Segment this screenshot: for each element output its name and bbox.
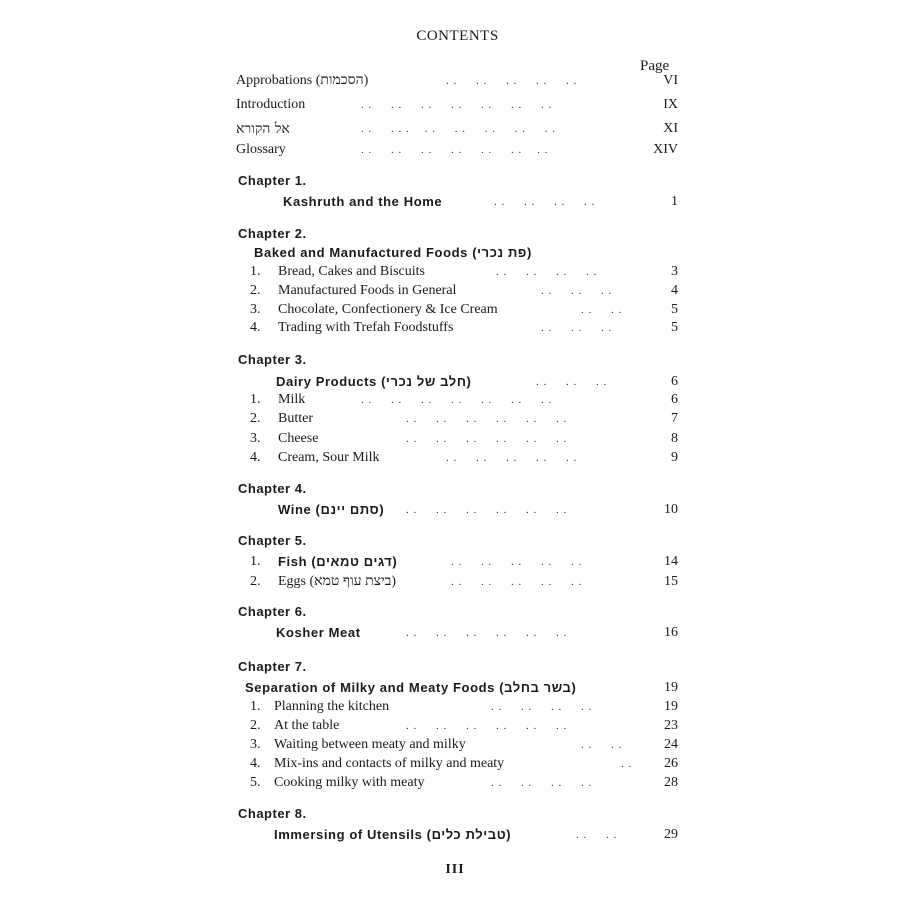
list-item xyxy=(236,716,678,736)
item-number: 1. xyxy=(250,392,261,407)
toc-row-approbations xyxy=(236,71,678,91)
chapter-title: Wine (סתם יינם) xyxy=(278,502,385,517)
leader-dots: . . . . . . . . . . . . xyxy=(406,413,568,425)
item-number: 1. xyxy=(250,264,261,279)
item-label: Cheese xyxy=(278,431,319,446)
toc-page: 29 xyxy=(664,827,678,842)
list-item xyxy=(236,300,678,320)
leader-dots: . . . . . . . . . . xyxy=(446,75,578,87)
item-label: At the table xyxy=(274,718,340,733)
item-label: Chocolate, Confectionery & Ice Cream xyxy=(278,302,498,317)
list-item xyxy=(236,429,678,449)
item-label: Butter xyxy=(278,411,313,426)
toc-page: 9 xyxy=(671,450,678,465)
leader-dots: . . . . xyxy=(576,829,618,841)
chapter-heading: Chapter 5. xyxy=(238,533,307,548)
toc-page: 26 xyxy=(664,756,678,771)
leader-dots: . . . . . . . . xyxy=(491,701,593,713)
toc-page: 23 xyxy=(664,718,678,733)
chapter-title: Separation of Milky and Meaty Foods (בשר בחלב) xyxy=(245,680,577,695)
toc-row-el-hakore xyxy=(236,119,678,139)
toc-page: XIV xyxy=(653,142,678,157)
toc-page: XI xyxy=(663,121,678,136)
toc-page: 16 xyxy=(664,625,678,640)
item-number: 2. xyxy=(250,411,261,426)
chapter-heading: Chapter 1. xyxy=(238,173,307,188)
leader-dots: . . . . xyxy=(581,304,623,316)
leader-dots: . . . . . . xyxy=(536,376,608,388)
item-number: 4. xyxy=(250,756,261,771)
chapter-heading: Chapter 4. xyxy=(238,481,307,496)
item-label: Bread, Cakes and Biscuits xyxy=(278,264,425,279)
page-title: CONTENTS xyxy=(416,28,499,44)
list-item xyxy=(236,262,678,282)
list-item xyxy=(236,552,678,572)
toc-label: Introduction xyxy=(236,97,306,112)
item-number: 3. xyxy=(250,302,261,317)
leader-dots: . . . . . . . . . . . . . . xyxy=(361,394,553,406)
item-number: 1. xyxy=(250,554,261,569)
chapter-title-row xyxy=(236,372,678,392)
chapter-heading: Chapter 7. xyxy=(238,659,307,674)
toc-row-glossary xyxy=(236,140,678,160)
leader-dots: . . . . . . . . xyxy=(496,266,598,278)
item-number: 3. xyxy=(250,737,261,752)
leader-dots: . . . . . . . . . . xyxy=(451,556,583,568)
item-label: Planning the kitchen xyxy=(274,699,390,714)
chapter-title-row xyxy=(236,623,678,643)
leader-dots: . . . . . . . . xyxy=(491,777,593,789)
chapter-title: Baked and Manufactured Foods (פת נכרי) xyxy=(254,245,532,260)
toc-page: 4 xyxy=(671,283,678,298)
item-label: Eggs (ביצת עוף טמא) xyxy=(278,574,397,589)
chapter-title-row xyxy=(236,678,678,698)
list-item xyxy=(236,735,678,755)
list-item xyxy=(236,409,678,429)
toc-page: 6 xyxy=(671,392,678,407)
chapter-title: Immersing of Utensils (טבילת כלים) xyxy=(274,827,512,842)
toc-page: 14 xyxy=(664,554,678,569)
toc-page: 7 xyxy=(671,411,678,426)
toc-page: 28 xyxy=(664,775,678,790)
leader-dots: . . . . . . . . . . . . . . xyxy=(361,99,553,111)
item-label: Fish (דגים טמאים) xyxy=(278,554,398,569)
chapter-title-row xyxy=(236,500,678,520)
list-item xyxy=(236,448,678,468)
item-number: 5. xyxy=(250,775,261,790)
item-label: Waiting between meaty and milky xyxy=(274,737,466,752)
toc-page: 19 xyxy=(664,699,678,714)
list-item xyxy=(236,281,678,301)
toc-label: Glossary xyxy=(236,142,286,157)
toc-page: 24 xyxy=(664,737,678,752)
toc-row-introduction xyxy=(236,95,678,115)
item-label: Manufactured Foods in General xyxy=(278,283,457,298)
leader-dots: . . . . . . xyxy=(541,285,613,297)
toc-page: 3 xyxy=(671,264,678,279)
toc-label: אל הקורא xyxy=(236,121,290,137)
leader-dots: . . . . . . . . . . . . . . xyxy=(361,144,549,156)
toc-page: IX xyxy=(663,97,678,112)
toc-page: VI xyxy=(663,73,678,88)
leader-dots: . . . . . . . . . . . . . . . xyxy=(361,123,556,135)
item-number: 2. xyxy=(250,574,261,589)
item-label: Cooking milky with meaty xyxy=(274,775,425,790)
toc-page: 15 xyxy=(664,574,678,589)
item-number: 2. xyxy=(250,283,261,298)
leader-dots: . . . . . . . . . . . . xyxy=(406,433,568,445)
page-number: III xyxy=(445,862,465,877)
chapter-title: Kosher Meat xyxy=(276,625,361,640)
chapter-heading: Chapter 6. xyxy=(238,604,307,619)
item-number: 1. xyxy=(250,699,261,714)
leader-dots: . . . . . . . . . . xyxy=(451,576,583,588)
leader-dots: . . . . . . . . xyxy=(494,196,596,208)
item-label: Cream, Sour Milk xyxy=(278,450,380,465)
chapter-title-row xyxy=(236,192,678,212)
toc-page: 8 xyxy=(671,431,678,446)
item-number: 2. xyxy=(250,718,261,733)
list-item xyxy=(236,318,678,338)
list-item xyxy=(236,697,678,717)
chapter-heading: Chapter 8. xyxy=(238,806,307,821)
leader-dots: . . . . . . . . . . . . xyxy=(406,504,568,516)
leader-dots: . . . . xyxy=(581,739,623,751)
leader-dots: . . . . . . . . . . xyxy=(446,452,578,464)
toc-page: 1 xyxy=(671,194,678,209)
item-number: 3. xyxy=(250,431,261,446)
chapter-heading: Chapter 3. xyxy=(238,352,307,367)
toc-label: Approbations (הסכמות) xyxy=(236,73,369,88)
item-number: 4. xyxy=(250,320,261,335)
leader-dots: . . xyxy=(621,758,633,770)
list-item xyxy=(236,390,678,410)
toc-page: 6 xyxy=(671,374,678,389)
toc-page: 10 xyxy=(664,502,678,517)
toc-page: 5 xyxy=(671,302,678,317)
page-column-header: Page xyxy=(640,58,670,74)
list-item xyxy=(236,572,678,592)
chapter-title-row xyxy=(236,825,678,845)
list-item xyxy=(236,754,678,774)
item-number: 4. xyxy=(250,450,261,465)
chapter-heading: Chapter 2. xyxy=(238,226,307,241)
chapter-title-row xyxy=(236,243,678,263)
item-label: Trading with Trefah Foodstuffs xyxy=(278,320,454,335)
item-label: Mix-ins and contacts of milky and meaty xyxy=(274,756,505,771)
leader-dots: . . . . . . . . . . . . xyxy=(406,720,568,732)
toc-page: 5 xyxy=(671,320,678,335)
list-item xyxy=(236,773,678,793)
chapter-title: Dairy Products (חלב של נכרי) xyxy=(276,374,472,389)
leader-dots: . . . . . . xyxy=(541,322,613,334)
item-label: Milk xyxy=(278,392,306,407)
toc-page: 19 xyxy=(664,680,678,695)
leader-dots: . . . . . . . . . . . . xyxy=(406,627,568,639)
chapter-title: Kashruth and the Home xyxy=(283,194,443,209)
